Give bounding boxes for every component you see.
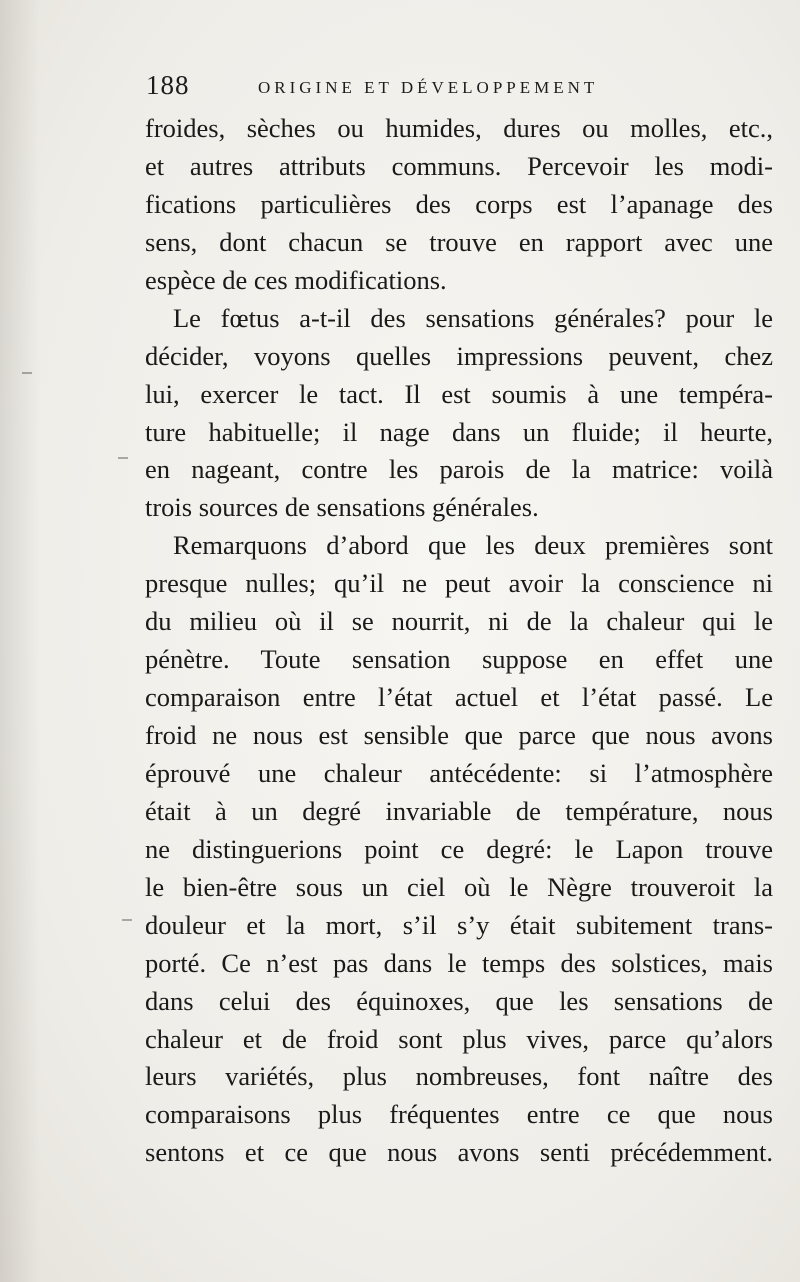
running-head [146, 64, 776, 108]
text-line: du milieu où il se nourrit, ni de la chaleur qui le [145, 606, 773, 637]
text-line: éprouvé une chaleur antécédente: si l’atmosphère [145, 757, 773, 788]
margin-mark [22, 372, 32, 374]
running-title: ORIGINE ET DÉVELOPPEMENT [258, 78, 599, 97]
text-line: espèce de ces modifications. [145, 264, 447, 295]
text-line: et autres attributs communs. Percevoir les modi- [145, 150, 773, 181]
margin-mark [118, 457, 128, 459]
text-line: lui, exercer le tact. Il est soumis à une tempéra- [145, 378, 773, 409]
text-line: sentons et ce que nous avons senti précédemment. [145, 1137, 773, 1168]
text-line: chaleur et de froid sont plus vives, parce qu’alors [145, 1023, 773, 1054]
text-line: comparaison entre l’état actuel et l’état passé. Le [145, 682, 773, 713]
text-line: froides, sèches ou humides, dures ou molles, etc., [145, 113, 773, 143]
text-line: fications particulières des corps est l’apanage des [145, 188, 773, 219]
text-line: trois sources de sensations générales. [145, 492, 539, 523]
text-line: comparaisons plus fréquentes entre ce que nous [145, 1099, 773, 1130]
text-line: ne distinguerions point ce degré: le Lapon trouve [145, 833, 773, 864]
text-line: sens, dont chacun se trouve en rapport avec une [145, 226, 773, 257]
margin-mark [122, 919, 132, 921]
text-line: pénètre. Toute sensation suppose en effet une [145, 644, 773, 675]
text-line: douleur et la mort, s’il s’y était subitement trans- [145, 909, 773, 940]
text-line: Remarquons d’abord que les deux premières sont [173, 530, 773, 561]
text-line: porté. Ce n’est pas dans le temps des solstices, mais [145, 947, 773, 978]
text-line: en nageant, contre les parois de la matrice: voilà [145, 454, 773, 485]
text-line: ture habituelle; il nage dans un fluide; il heurte, [145, 416, 773, 447]
text-line: le bien-être sous un ciel où le Nègre trouveroit la [145, 871, 773, 902]
text-line: décider, voyons quelles impressions peuvent, chez [145, 340, 773, 371]
text-line: était à un degré invariable de température, nous [145, 795, 773, 826]
text-line: presque nulles; qu’il ne peut avoir la conscience ni [145, 568, 773, 599]
body-text [145, 110, 773, 1172]
text-line: leurs variétés, plus nombreuses, font naître des [145, 1061, 773, 1092]
text-line: froid ne nous est sensible que parce que nous avons [145, 720, 773, 750]
text-line: dans celui des équinoxes, que les sensations de [145, 985, 773, 1016]
gutter-shadow [0, 0, 40, 1282]
text-line: Le fœtus a-t-il des sensations générales? pour le [173, 302, 773, 333]
page-number: 188 [146, 70, 190, 100]
